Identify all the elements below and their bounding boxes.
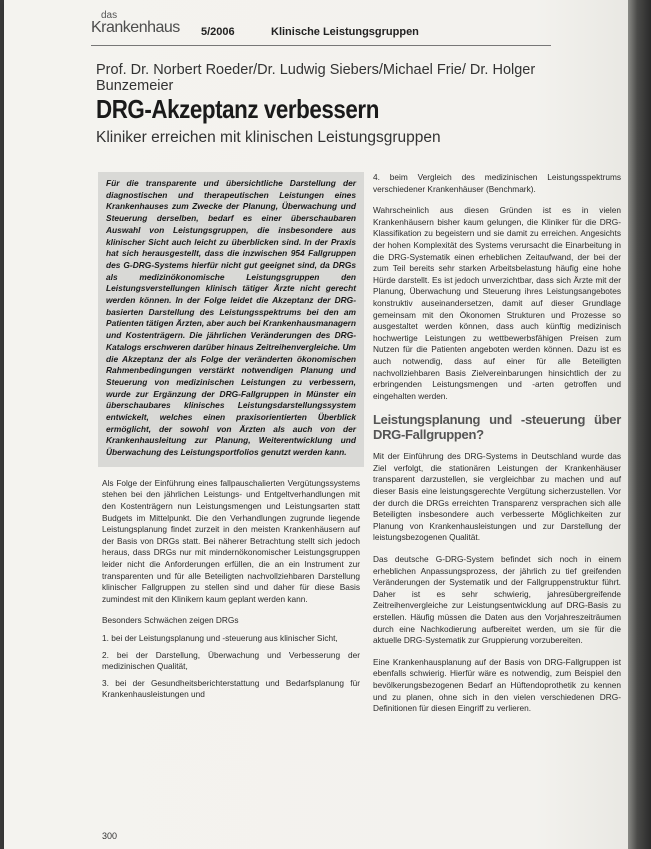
paragraph: Mit der Einführung des DRG-Systems in Deutschland wurde das Ziel verfolgt, die stationären Leistungen der Krankenhäuser transparent darzustellen, sie vergleichbar zu machen und auf dieser Basis eine leistungsgerechte Vergütung sicherzustellen. Vor der durch die DRGs erreichten Transparenz versprachen sich alle Beteiligten insbesondere auch verbesserte Möglichkeiten zur Planung von Krankenhausleistungen und zur Darstellung der leistungsbezogenen Qualität.: [373, 451, 621, 543]
logo-main: Krankenhaus: [91, 19, 180, 36]
weakness-list: [102, 633, 360, 701]
list-item: 4. beim Vergleich des medizinischen Leistungsspektrums verschiedener Krankenhäuser (Benchmark).: [373, 172, 621, 194]
abstract-box: Für die transparente und übersichtliche Darstellung der diagnostischen und therapeutischen Leistungen eines Krankenhauses zum Zwecke der Planung, Überwachung und Steuerung derselben, bedarf es einer überschaubaren Auswahl von Leistungsgruppen, die insbesondere aus klinischer Sicht auch leicht zu überblicken sind. In der Praxis hat sich herausgestellt, dass die inzwischen 954 Fallgruppen des G-DRG-Systems hierfür nicht gut geeignet sind, da DRGs als medizinökonomische Leistungsgruppen den Leistungsverstellungen klinisch tätiger Ärzte nicht gerecht werden können. In der Folge leidet die Akzeptanz der DRG-basierten Darstellung des Leistungsspektrums bei den am Patienten tätigen Ärzten, aber auch bei Krankenhausmanagern und Kostenträgern. Die jährlichen Veränderungen des DRG-Katalogs erschweren darüber hinaus Zeitreihenvergleiche. Um die Akzeptanz der als Folge der veränderten ökonomischen Rahmenbedingungen verstärkt notwendigen Planung und Steuerung von medizinischen Leistungen zu verbessern, wurde zur Ergänzung der DRG-Fallgruppen in Münster ein überschaubares klinisches Leistungsdarstellungssystem entwickelt, welches einen praxisorientierten Überblick ermöglicht, der sowohl von Ärzten als auch von der Krankenhausleitung zur Planung, Weiterentwicklung und Überwachung des Leistungsportfolios genutzt werden kann.: [98, 172, 364, 467]
paragraph: Als Folge der Einführung eines fallpauschalierten Vergütungssystems stehen bei den jährlichen Leistungs- und Entgeltverhandlungen mit den Kostenträgern nun Leistungsmengen und Leistungsarten statt Budgets im Mittelpunkt. Die den Verhandlungen zugrunde liegende Leistungsplanung findet zurzeit in den meisten Krankenhäusern auf der Basis von DRGs statt. Bei näherer Betrachtung stellt sich jedoch heraus, dass DRGs nur mit mindernökonomischer Leistungsgruppen leider nicht die Anforderungen erfüllen, die an ein Instrument zur transparenten und für alle Beteiligten nachvollziehbaren Darstellung klinischer Fallgruppen zu stellen sind und daher für diese Basis zumindest mit den Klinikern kaum geplant werden kann.: [102, 477, 360, 604]
list-item: 3. bei der Gesundheitsberichterstattung und Bedarfsplanung für Krankenhausleistungen und: [102, 677, 360, 700]
paragraph: Wahrscheinlich aus diesen Gründen ist es in vielen Krankenhäusern bisher kaum gelungen, die Kliniker für die DRG-Klassifikation zu begeistern und sie damit zu erreichen. Angesichts der hohen Komplexität des Systems verursacht die Einarbeitung in die DRG-Systematik einen erheblichen Zeitaufwand, der bei der zum Teil bereits sehr starken Arbeitsbelastung häufig eine hohe Hürde darstellt. Es ist jedoch unverzichtbar, dass sich Ärzte mit der Planung, Überwachung und Steuerung ihres Leistungsangebotes konstruktiv auseinandersetzen, damit auf dieser Grundlage gemeinsam mit den Ökonomen Strukturen und Prozesse so ausgestaltet werden können, dass auch künftig medizinisch hochwertige Leistungen zu wettbewerbsfähigen Preisen zum Nutzen für die Patienten angeboten werden können. Dazu ist es auch notwendig, dass auf einer für alle Beteiligten nachvollziehbaren Basis Zielvereinbarungen hinsichtlich der zu erbringenden Leistungsmengen und -arten getroffen und eingehalten werden.: [373, 205, 621, 401]
article-subheadline: Kliniker erreichen mit klinischen Leistungsgruppen: [96, 129, 441, 146]
article-headline: DRG-Akzeptanz verbessern: [96, 94, 379, 124]
logo-das: das: [101, 10, 118, 21]
paragraph: Eine Krankenhausplanung auf der Basis von DRG-Fallgruppen ist ebenfalls schwierig. Hierfür wäre es notwendig, zum Beispiel den bevölkerungsbezogenen Bedarf an Hüftendoprothetik zu kennen und zu planen, ohne sich in den vielen verschiedenen DRG-Definitionen für diesen Eingriff zu verlieren.: [373, 656, 621, 714]
masthead: [91, 10, 611, 42]
list-item: 2. bei der Darstellung, Überwachung und Verbesserung der medizinischen Qualität,: [102, 649, 360, 672]
header-rule: [91, 45, 551, 46]
section-subheading: Leistungsplanung und -steuerung über DRG-Fallgruppen?: [373, 412, 621, 443]
author-line: Prof. Dr. Norbert Roeder/Dr. Ludwig Siebers/Michael Frie/ Dr. Holger Bunzemeier: [96, 62, 536, 94]
issue-number: 5/2006: [201, 26, 235, 38]
left-body: [102, 478, 360, 701]
journal-logo: [91, 10, 191, 40]
page-number: 300: [102, 831, 118, 841]
right-column: [373, 172, 621, 725]
section-name: Klinische Leistungsgruppen: [271, 26, 419, 38]
left-column: [102, 172, 360, 706]
list-item: 1. bei der Leistungsplanung und -steuerung aus klinischer Sicht,: [102, 633, 338, 643]
magazine-page: [4, 0, 628, 849]
paragraph: Das deutsche G-DRG-System befindet sich noch in einem erheblichen Anpassungsprozess, der jährlich zu tief greifenden Veränderungen der Systematik und der Fallgruppenstruktur führt. Daher ist es sehr schwierig, jahresübergreifende Zeitreihenvergleiche zur Leistungsentwicklung auf DRG-Basis zu erstellen. Häufig müssen die Daten aus den Vorjahreszeiträumen durch eine Nachkodierung aufbereitet werden, um sie für die aktuelle DRG-Systematik zur Gruppierung vorzubereiten.: [373, 554, 621, 646]
paragraph: Besonders Schwächen zeigen DRGs: [102, 615, 239, 626]
right-body: [373, 172, 621, 715]
page-binding-edge: [628, 0, 651, 849]
